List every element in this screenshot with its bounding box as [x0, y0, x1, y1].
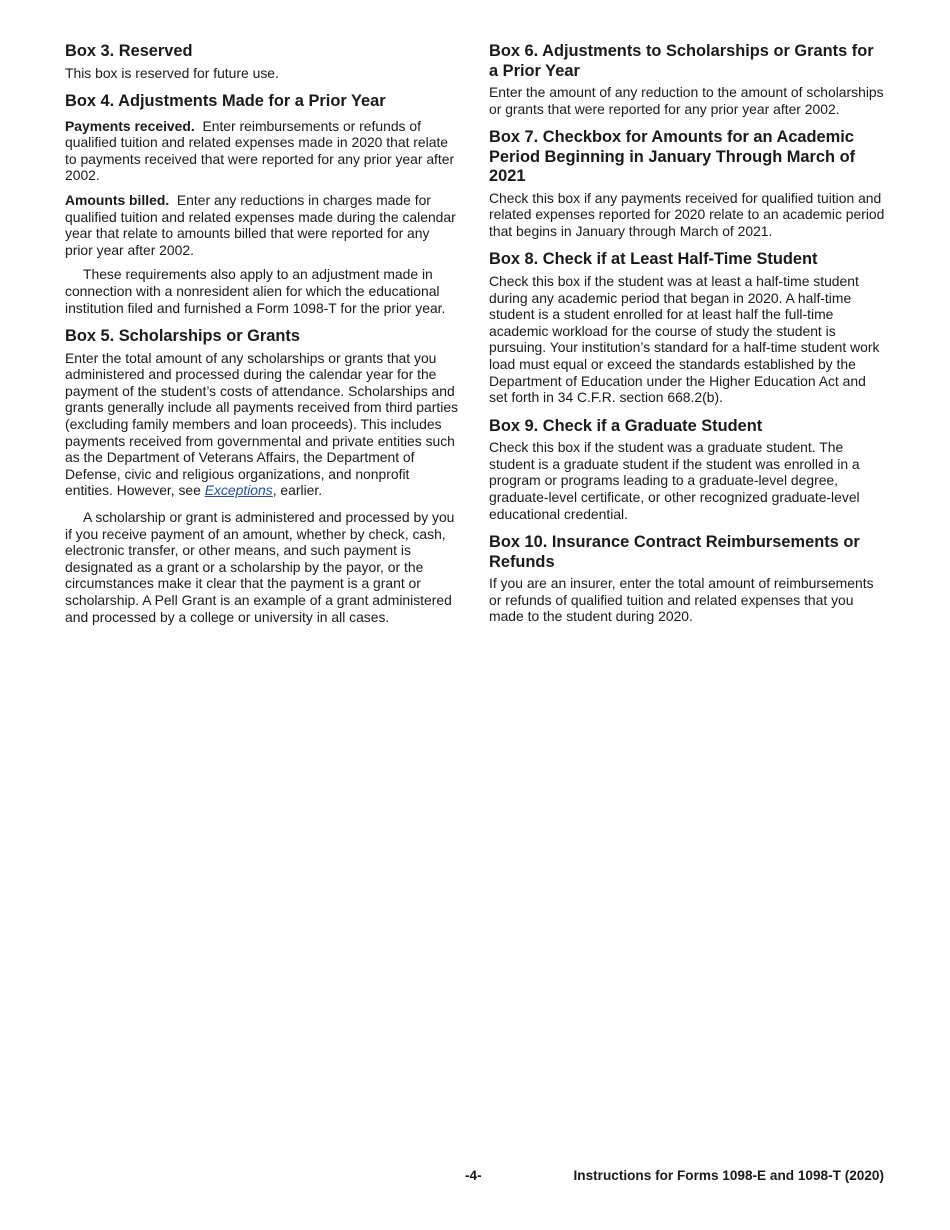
amounts-billed-text: Enter any reductions in charges made for qualified tuition and related expenses made during the calendar year that relate to amounts billed that were reported for any prior year after 2002.	[65, 191, 456, 258]
right-column	[489, 42, 885, 636]
box9-section	[489, 417, 885, 522]
box6-heading: Box 6. Adjustments to Scholarships or Grants for a Prior Year	[489, 42, 874, 80]
box8-heading: Box 8. Check if at Least Half-Time Student	[489, 250, 818, 269]
box5-second-paragraph: A scholarship or grant is administered and processed by you if you receive payment of an amount, whether by check, cash, electronic transfer, or other means, and such payment is designated as a grant or a scholarship by the payor, or the circumstances make it clear that the payment is a grant or scholarship. A Pell Grant is an example of a grant administered and processed by a college or university in all cases.	[65, 508, 455, 625]
box3-section	[65, 42, 461, 81]
box7-heading: Box 7. Checkbox for Amounts for an Academic Period Beginning in January Through March of 2021	[489, 128, 856, 186]
box9-heading: Box 9. Check if a Graduate Student	[489, 416, 763, 435]
payments-received-text: Enter reimbursements or refunds of qualified tuition and related expenses made in 2020 that relate to payments received that were reported for any prior year after 2002.	[65, 117, 455, 184]
box8-section	[489, 250, 885, 405]
box6-section	[489, 42, 885, 117]
box5-section	[65, 327, 461, 625]
box4-section	[65, 92, 461, 316]
requirements-paragraph: These requirements also apply to an adjustment made in connection with a nonresident alien for which the educational institution filed and furnished a Form 1098-T for the prior year.	[65, 266, 446, 316]
page-number: -4-	[465, 1168, 482, 1183]
payments-received-lead: Payments received.	[65, 117, 195, 134]
box9-text: Check this box if the student was a graduate student. The student is a graduate student if the student was enrolled in a program or programs leading to a graduate-level degree, graduate-level certificate, or other recognized graduate-level educational credential.	[489, 439, 860, 522]
footer-title: Instructions for Forms 1098-E and 1098-T (2020)	[573, 1168, 884, 1183]
box3-text: This box is reserved for future use.	[65, 64, 279, 81]
payments-received-paragraph	[65, 118, 461, 184]
box4-heading: Box 4. Adjustments Made for a Prior Year	[65, 92, 386, 111]
exceptions-link[interactable]: Exceptions	[204, 482, 273, 499]
box6-text: Enter the amount of any reduction to the amount of scholarships or grants that were reported for any prior year after 2002.	[489, 84, 884, 117]
box5-text-before-link: Enter the total amount of any scholarships or grants that you administered and processed during the calendar year for the payment of the student’s costs of attendance. Scholarships and grants generally include all payments received from third parties (excluding family members and loan proceeds). This includes payments received from governmental and private entities such as the Department of Veterans Affairs, the Department of Defense, civic and religious organizations, and nonprofit entities. However, see	[65, 349, 458, 499]
box10-section	[489, 533, 885, 625]
amounts-billed-lead: Amounts billed.	[65, 191, 170, 208]
box8-text: Check this box if the student was at least a half-time student during any academic period that began in 2020. A half-time student is a student enrolled for at least half the full-time academic workload for the course of study the student is pursuing. Your institution’s standard for a half-time student work load must equal or exceed the standards established by the Department of Education under the Higher Education Act and set forth in 34 C.F.R. section 668.2(b).	[489, 272, 880, 406]
box7-section	[489, 128, 885, 239]
page-footer	[0, 1168, 950, 1188]
box5-paragraph	[65, 350, 461, 499]
box5-text-after-link: , earlier.	[272, 482, 323, 499]
box5-heading: Box 5. Scholarships or Grants	[65, 327, 300, 346]
box10-heading: Box 10. Insurance Contract Reimbursements or Refunds	[489, 533, 860, 571]
amounts-billed-paragraph	[65, 192, 461, 258]
left-column	[65, 42, 461, 636]
box7-text: Check this box if any payments received for qualified tuition and related expenses reported for 2020 relate to an academic period that begins in January through March of 2021.	[489, 189, 885, 239]
box3-heading: Box 3. Reserved	[65, 42, 193, 60]
box10-text: If you are an insurer, enter the total amount of reimbursements or refunds of qualified tuition and related expenses that you made to the student during 2020.	[489, 575, 874, 625]
